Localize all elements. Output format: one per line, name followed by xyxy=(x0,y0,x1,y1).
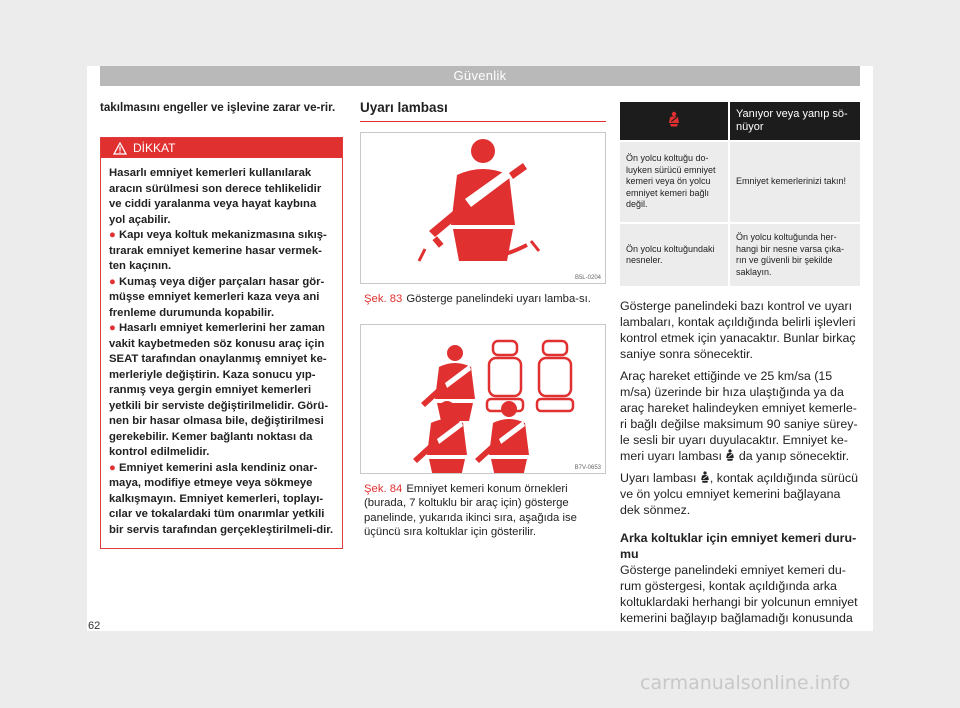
bullet: ● xyxy=(109,275,116,288)
page-number: 62 xyxy=(88,620,101,632)
table-row xyxy=(620,224,860,286)
figure-number: Şek. 83 xyxy=(364,293,403,305)
seat-positions-illustration xyxy=(361,325,605,473)
figure-84-caption: Şek. 84 Emniyet kemeri konum örnekleri (burada, 7 koltuklu bir araç için) gösterge panelinde, yukarıda ikinci sıra, aşağıda ise üçüncü sıra koltuklar için gösterilir. xyxy=(364,482,577,538)
table-header-row xyxy=(620,102,860,140)
column-right xyxy=(620,100,860,632)
warning-intro: Hasarlı emniyet kemerleri kullanılarak aracın sürülmesi son derece tehlikelidir ve ciddi yaralanma veya hayat kaybına yol açabilir. xyxy=(109,167,322,226)
warning-lamp-table xyxy=(620,100,860,288)
watermark-logo: carmanualsonline.info xyxy=(640,672,851,694)
table-cell: Ön yolcu koltuğunda her-hangi bir nesne varsa çıka-rın ve güvenli bir şekilde saklayın. xyxy=(728,224,860,286)
warning-item: ● Hasarlı emniyet kemerlerini her zaman vakit kaybetmeden söz konusu araç için SEAT tarafından onaylanmış emniyet ke-merleriyle değiştirin. Kaza sonucu yıp-ranmış veya gergin emniyet kemerleri yetkili bir serviste değiştirilmelidir. Görü-nen bir hasar olmasa bile, değiştirilmesi gerekebilir. Kemer bağlantı noktası da kontrol edilmelidir. xyxy=(109,322,329,458)
bullet: ● xyxy=(109,461,116,474)
warning-item: ● Kapı veya koltuk mekanizmasına sıkış-tırarak emniyet kemerine hasar vermek-ten kaçının. xyxy=(109,229,327,272)
table-row xyxy=(620,142,860,222)
figure-code: B5L-0204 xyxy=(574,275,601,281)
warning-item: ● Emniyet kemerini asla kendiniz onar-maya, modifiye etmeye veya sökmeye kalkışmayın. Emniyet kemerleri, toplayı-cılar ve tokalardaki tüm onarımlar yetkili bir servis tarafından gerçekleştirilmeli-dir. xyxy=(109,461,334,536)
subsection-title: Arka koltuklar için emniyet kemeri duru-mu xyxy=(620,531,857,561)
figure-83 xyxy=(360,132,606,284)
warning-triangle-icon xyxy=(113,142,127,155)
table-cell: Ön yolcu koltuğu do-luyken sürücü emniyet kemeri veya ön yolcu emniyet kemeri bağlı değil. xyxy=(620,142,728,222)
table-header-icon-cell xyxy=(620,102,728,140)
figure-code: B7V-0653 xyxy=(574,464,601,471)
figure-83-caption: Şek. 83 Gösterge panelindeki uyarı lamba-sı. xyxy=(364,293,591,305)
seatbelt-inline-icon xyxy=(725,449,735,461)
paragraph: Gösterge panelindeki bazı kontrol ve uyarı lambaları, kontak açıldığında belirli işlevleri kontrol etmek için yanacaktır. Bunlar birkaç saniye sonra sönecektir. xyxy=(620,299,856,361)
warning-title: DİKKAT xyxy=(133,141,176,155)
seatbelt-inline-icon xyxy=(700,471,710,483)
paragraph: Uyarı lambası , kontak açıldığında sürücü ve ön yolcu emniyet kemerini bağlayana dek sönmez. xyxy=(620,471,858,517)
column-middle xyxy=(360,100,606,540)
bullet: ● xyxy=(109,229,116,241)
warning-item: ● Kumaş veya diğer parçaları hasar gör-müşse emniyet kemerleri kaza veya ani frenleme durumunda kopabilir. xyxy=(109,275,325,319)
figure-84 xyxy=(360,324,606,474)
table-cell: Ön yolcu koltuğundaki nesneler. xyxy=(620,224,728,286)
bullet: ● xyxy=(109,322,116,334)
section-header: Güvenlik xyxy=(100,66,860,86)
seatbelt-warning-icon xyxy=(667,111,681,127)
paragraph: Gösterge panelindeki emniyet kemeri du-rum göstergesi, kontak açıldığında arka koltuklardaki herhangi bir yolcunun emniyet kemerini bağlayıp bağlamadığı konusunda xyxy=(620,563,858,625)
section-title: Uyarı lambası xyxy=(360,100,606,122)
table-cell: Emniyet kemerlerinizi takın! xyxy=(728,142,860,222)
seatbelt-warning-lamp-icon xyxy=(361,133,605,283)
column-left xyxy=(100,100,343,549)
figure-number: Şek. 84 xyxy=(364,482,403,495)
paragraph: Araç hareket ettiğinde ve 25 km/sa (15 m/sa) üzerinde bir hıza ulaştığında ya da araç hareket halindeyken emniyet kemerle-ri bağlı değilse maksimum 90 saniye sürey-le sesli bir uyarı duyulacaktır. Emniyet ke-meri uyarı lambası da yanıp sönecektir. xyxy=(620,369,858,463)
table-header-state: Yanıyor veya yanıp sö-nüyor xyxy=(728,102,860,140)
warning-header xyxy=(101,138,342,158)
lead-text: takılmasını engeller ve işlevine zarar ve-rir. xyxy=(100,101,336,114)
warning-body xyxy=(101,158,342,548)
body-text xyxy=(620,298,860,626)
warning-box xyxy=(100,137,343,549)
